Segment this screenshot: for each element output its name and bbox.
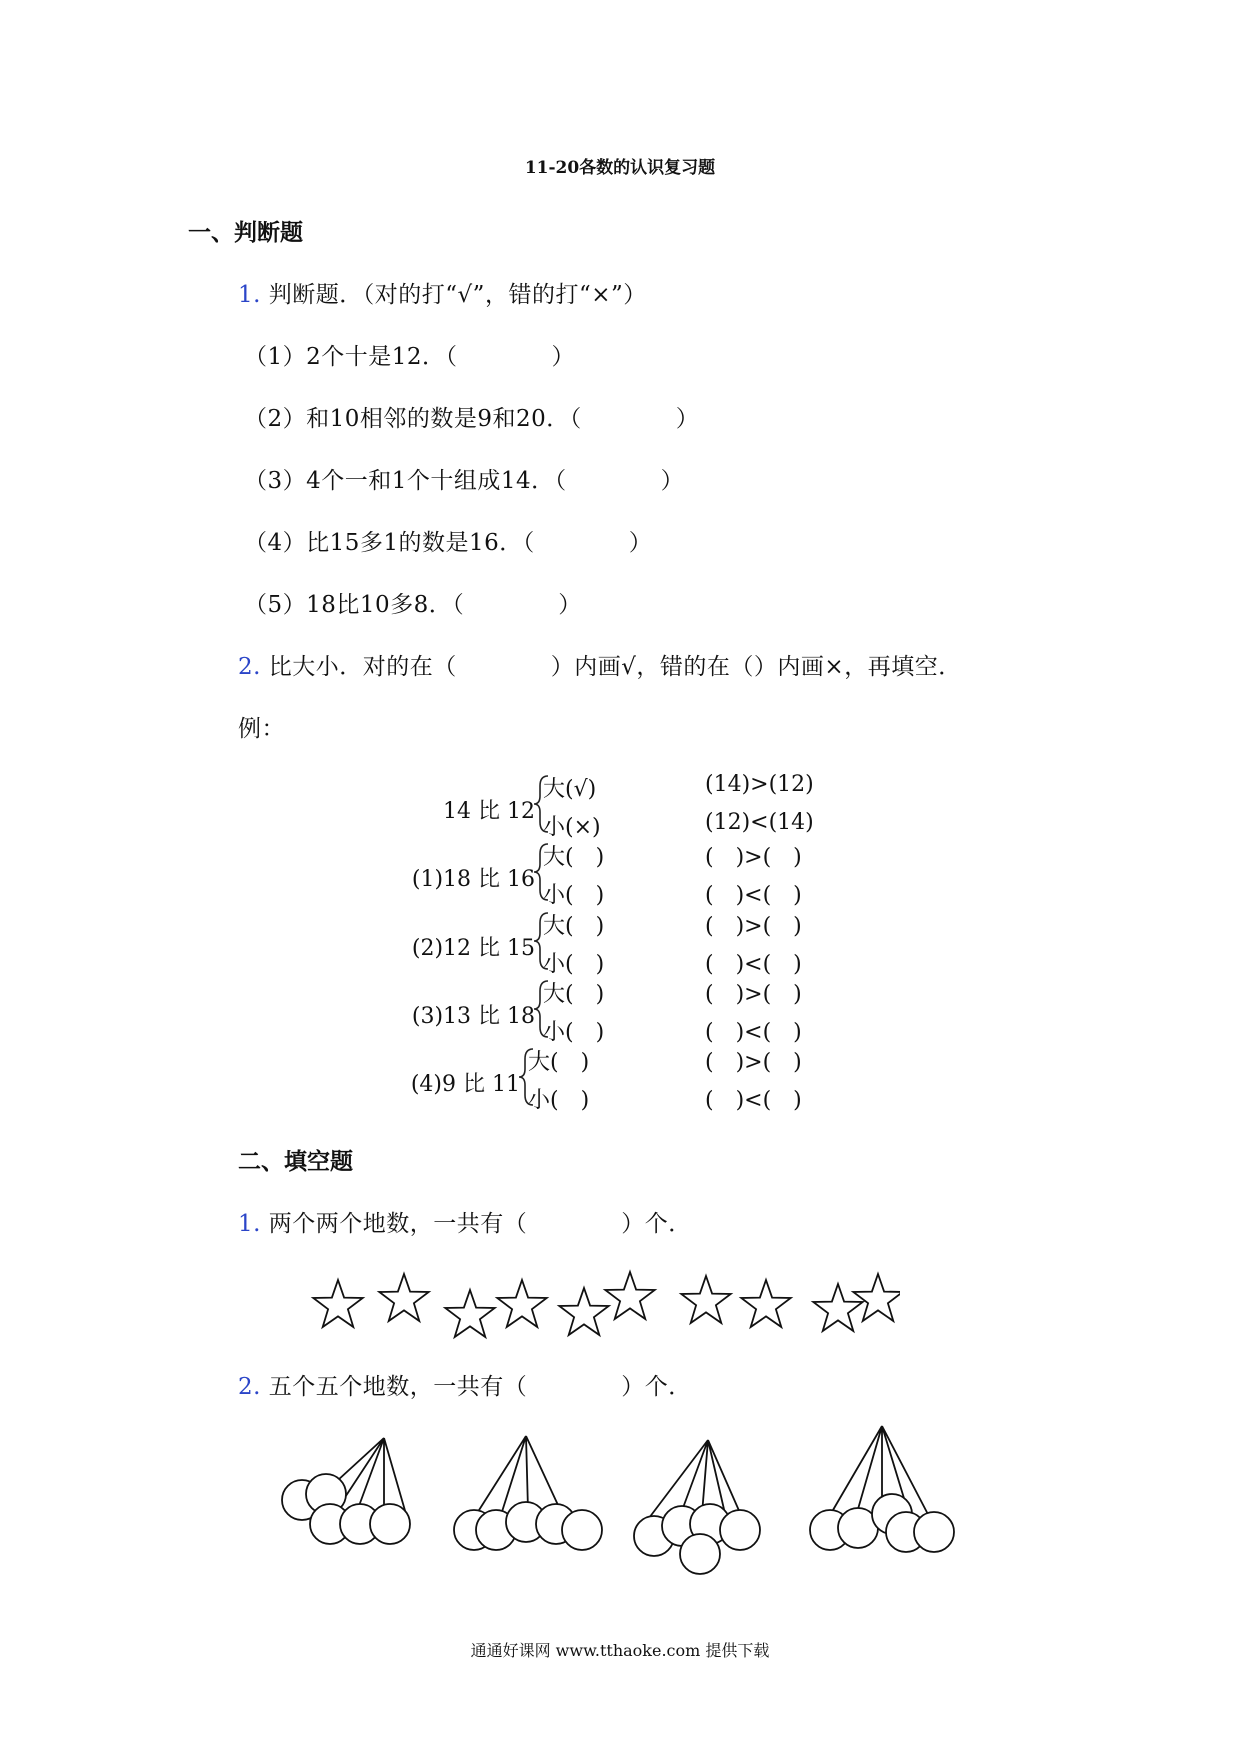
- section-1-heading: 一、判断题: [188, 219, 303, 246]
- compare-lt: ( )<( ): [705, 952, 802, 977]
- footer-text: 通通好课网 www.tthaoke.com 提供下载: [470, 1641, 770, 1660]
- compare-big: 大( ): [543, 914, 605, 939]
- compare-gt: ( )>( ): [705, 845, 802, 870]
- judge-item-5: （5）18比10多8．（ ）: [244, 592, 582, 618]
- compare-lt: ( )<( ): [705, 1088, 802, 1113]
- cherry-cluster-icon: [810, 1426, 954, 1552]
- compare-lt: ( )<( ): [705, 1020, 802, 1045]
- judge-item-2: （2）和10相邻的数是9和20．（ ）: [244, 406, 700, 432]
- compare-left: (4)9 比 11: [410, 1072, 520, 1097]
- question-text: 五个五个地数，一共有（ ）个．: [268, 1374, 692, 1400]
- cherry-cluster-icon: [454, 1436, 602, 1550]
- compare-small: 小( ): [543, 1020, 605, 1045]
- question-number: 1.: [238, 1211, 261, 1237]
- compare-lt: ( )<( ): [705, 883, 802, 908]
- question-text: 比大小．对的在（ ）内画√，错的在（）内画×，再填空．: [268, 654, 962, 680]
- compare-gt: ( )>( ): [705, 982, 802, 1007]
- page-title: 11-20各数的认识复习题: [524, 158, 716, 178]
- compare-small: 小( ): [543, 883, 605, 908]
- star-icon: [741, 1280, 790, 1327]
- compare-gt: ( )>( ): [705, 914, 802, 939]
- compare-big: 大( ): [543, 982, 605, 1007]
- judge-item-1: （1）2个十是12．（ ）: [244, 344, 576, 370]
- question-text: 判断题．（对的打“√”，错的打“×”）: [268, 282, 647, 308]
- cherries-picture: [264, 1418, 1004, 1578]
- star-icon: [853, 1274, 900, 1321]
- star-icon: [313, 1280, 362, 1327]
- compare-small: 小( ): [543, 952, 605, 977]
- star-icon: [681, 1276, 730, 1323]
- question-1-1: [238, 276, 647, 309]
- compare-big: 大( ): [528, 1050, 590, 1075]
- section-2-heading: 二、填空题: [238, 1148, 353, 1175]
- judge-item-4: （4）比15多1的数是16．（ ）: [244, 530, 653, 556]
- question-number: 2.: [238, 1374, 261, 1400]
- star-icon: [813, 1284, 862, 1331]
- compare-left: (2)12 比 15: [411, 936, 535, 961]
- compare-small: 小( ): [528, 1088, 590, 1113]
- question-number: 2.: [238, 654, 261, 680]
- question-2-1: [238, 1205, 692, 1238]
- compare-big: 大(√): [543, 777, 597, 802]
- compare-small: 小(×): [543, 815, 601, 840]
- question-2-2: [238, 1368, 692, 1401]
- compare-left: (1)18 比 16: [411, 867, 535, 892]
- star-icon: [605, 1272, 654, 1319]
- question-text: 两个两个地数，一共有（ ）个．: [268, 1211, 692, 1237]
- cherry-cluster-icon: [282, 1438, 410, 1544]
- example-label: 例：: [238, 716, 285, 742]
- stars-picture: [300, 1262, 900, 1352]
- question-1-2: [238, 648, 962, 681]
- compare-gt: ( )>( ): [705, 1050, 802, 1075]
- compare-left: (3)13 比 18: [411, 1004, 535, 1029]
- judge-item-3: （3）4个一和1个十组成14．（ ）: [244, 468, 685, 494]
- compare-big: 大( ): [543, 845, 605, 870]
- star-icon: [497, 1280, 546, 1327]
- star-icon: [445, 1290, 494, 1337]
- compare-gt: (14)>(12): [705, 772, 814, 797]
- compare-lt: (12)<(14): [705, 810, 814, 835]
- compare-left: 14 比 12: [443, 799, 535, 824]
- question-number: 1.: [238, 282, 261, 308]
- cherry-cluster-icon: [634, 1440, 760, 1574]
- star-icon: [559, 1288, 608, 1335]
- star-icon: [379, 1274, 428, 1321]
